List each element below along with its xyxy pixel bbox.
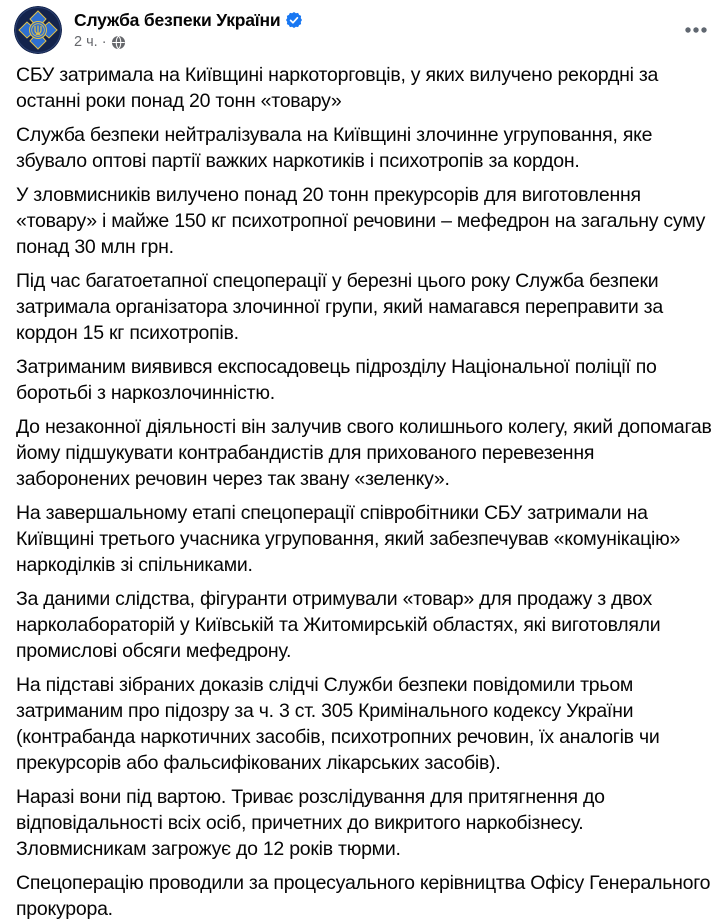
post-paragraph: Спецоперацію проводили за процесуального керівництва Офісу Генерального прокурора. <box>16 872 711 920</box>
post-paragraph: Затриманим виявився експосадовець підрозділу Національної поліції по боротьбі з наркозлочинністю. <box>16 356 657 404</box>
more-options-button[interactable] <box>678 12 714 48</box>
post-header <box>0 0 728 54</box>
post-paragraph: Під час багатоетапної спецоперації у березні цього року Служба безпеки затримала організатора злочинної групи, який намагався переправити за кордон 15 кг психотропів. <box>16 270 663 344</box>
post-paragraph: За даними слідства, фігуранти отримували «товар» для продажу з двох нарколабораторій у Київській та Житомирській областях, які виготовляли промислові обсяги мефедрону. <box>16 588 661 662</box>
page-avatar[interactable] <box>14 6 62 54</box>
post-paragraph: Служба безпеки нейтралізувала на Київщині злочинне угруповання, яке збувало оптові партії важких наркотиків і психотропів за кордон. <box>16 124 653 172</box>
post-paragraph: До незаконної діяльності він залучив свого колишнього колегу, який допомагав йому підшукувати контрабандистів для прихованого перевезення заборонених речовин через так звану «зеленку». <box>16 416 712 490</box>
verified-badge-icon <box>286 12 302 28</box>
meta-separator: · <box>101 34 107 50</box>
ellipsis-icon <box>684 26 708 34</box>
post-body <box>0 54 728 924</box>
post-paragraph: Наразі вони під вартою. Триває розслідування для притягнення до відповідальності всіх осіб, причетних до викритого наркобізнесу. Зловмисникам загрожує до 12 років тюрми. <box>16 786 605 860</box>
globe-public-icon <box>111 35 126 50</box>
post-paragraph: На підставі зібраних доказів слідчі Служби безпеки повідомили трьом затриманим про підозру за ч. 3 ст. 305 Кримінального кодексу України (контрабанда наркотичних засобів, психотропних речовин, їх аналогів чи прекурсорів або фальсифікованих лікарських засобів). <box>16 674 660 774</box>
post-paragraph: СБУ затримала на Київщині наркоторговців, у яких вилучено рекордні за останні роки понад 20 тонн «товару» <box>16 64 659 112</box>
page-name-row <box>74 9 712 31</box>
post-paragraph: На завершальному етапі спецоперації співробітники СБУ затримали на Київщині третього учасника угруповання, який забезпечував «комунікацію» наркоділків зі спільниками. <box>16 502 681 576</box>
post-timestamp[interactable]: 2 ч. <box>74 34 98 50</box>
post-paragraph: У зловмисників вилучено понад 20 тонн прекурсорів для виготовлення «товару» і майже 150 кг психотропної речовини – мефедрон на загальну суму понад 30 млн грн. <box>16 184 706 258</box>
post-meta-row <box>74 34 712 50</box>
header-text <box>74 6 712 50</box>
page-name[interactable]: Служба безпеки України <box>74 10 281 30</box>
sbu-emblem-icon <box>14 6 62 54</box>
